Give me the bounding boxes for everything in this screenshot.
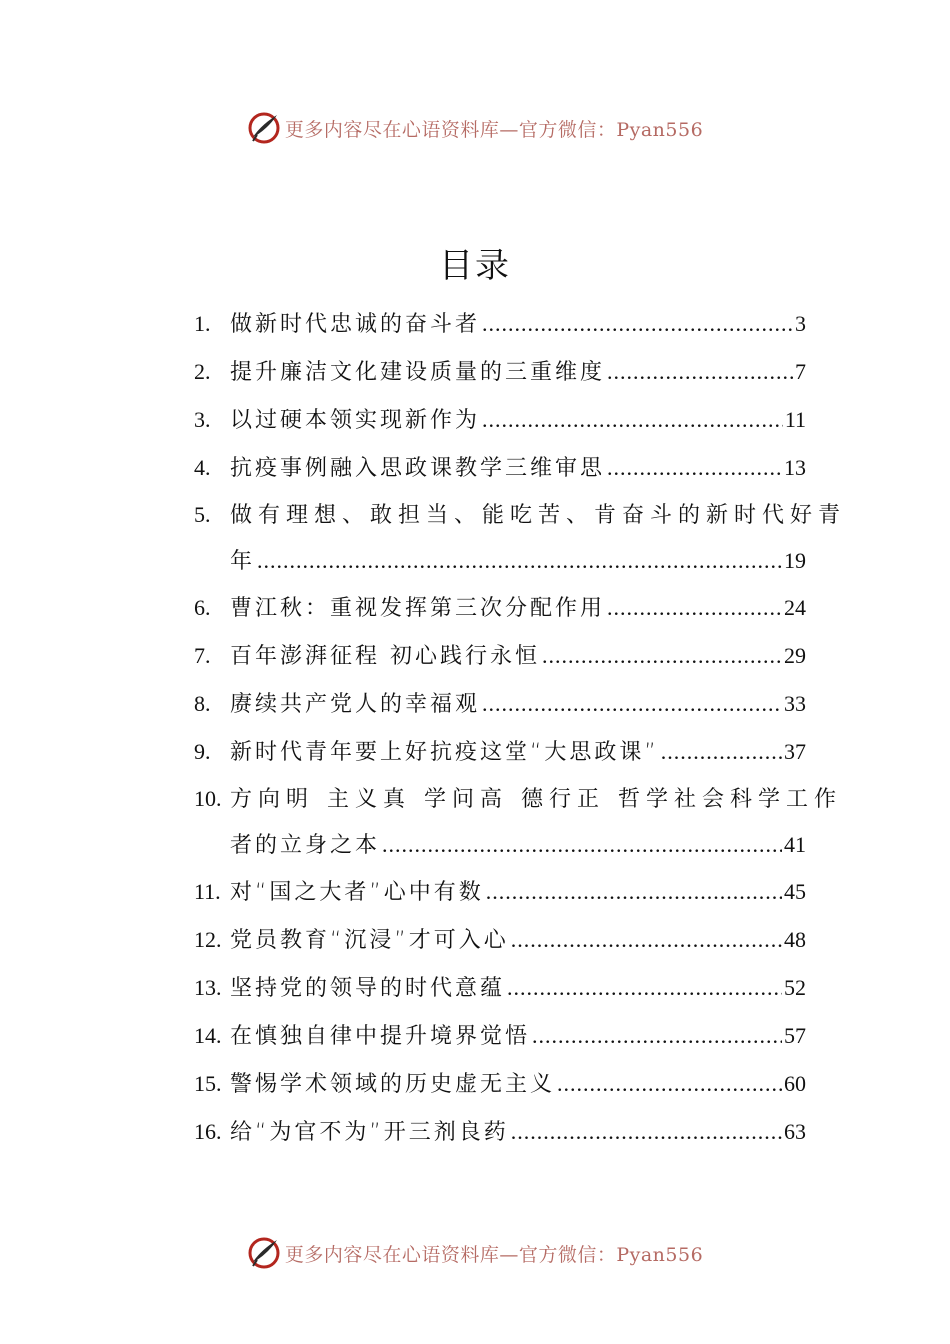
toc-entry[interactable] xyxy=(194,776,842,868)
toc-entry-title: 抗疫事例融入思政课教学三维审思 xyxy=(230,456,606,481)
toc-line xyxy=(194,964,806,1012)
toc-entry-title: 者的立身之本 xyxy=(230,833,381,858)
toc-entry-number: 5. xyxy=(194,502,211,527)
toc-line xyxy=(194,538,806,584)
toc-entry-number: 8. xyxy=(194,691,211,716)
toc-entry[interactable] xyxy=(194,680,806,728)
toc-line xyxy=(194,728,806,776)
quill-logo-icon xyxy=(247,1236,281,1270)
toc-entry-number: 16. xyxy=(194,1119,222,1144)
toc-entry-title: 做新时代忠诚的奋斗者 xyxy=(230,312,481,337)
toc-entry-number: 13. xyxy=(194,975,222,1000)
toc-leader-dots xyxy=(661,728,782,776)
toc-entry[interactable] xyxy=(194,916,806,964)
footer-watermark xyxy=(0,1233,950,1273)
toc-entry-number: 6. xyxy=(194,595,211,620)
toc-page-number: 33 xyxy=(784,691,806,716)
toc-leader-dots xyxy=(482,300,793,348)
toc-entry[interactable] xyxy=(194,868,806,916)
toc-leader-dots xyxy=(482,396,783,444)
toc-line xyxy=(194,916,806,964)
toc-entry-title: 给“为官不为”开三剂良药 xyxy=(230,1120,509,1145)
toc-leader-dots xyxy=(511,1108,782,1156)
toc-entry-title: 提升廉洁文化建设质量的三重维度 xyxy=(230,360,606,385)
toc-line xyxy=(194,632,806,680)
toc-line xyxy=(194,584,806,632)
toc-page-number: 29 xyxy=(784,643,806,668)
toc-page-number: 7 xyxy=(795,359,806,384)
toc-page-number: 24 xyxy=(784,595,806,620)
toc-leader-dots xyxy=(507,964,782,1012)
toc-line xyxy=(194,1108,806,1156)
quill-logo-icon xyxy=(247,111,281,145)
toc-line xyxy=(194,1060,806,1108)
toc-entry-number: 2. xyxy=(194,359,211,384)
toc-leader-dots xyxy=(257,538,782,584)
toc-line xyxy=(194,1012,806,1060)
toc-entry[interactable] xyxy=(194,1012,806,1060)
header-watermark-text: 更多内容尽在心语资料库—官方微信：Pyan556 xyxy=(284,118,704,141)
toc-entry[interactable] xyxy=(194,1108,806,1156)
toc-entry[interactable] xyxy=(194,964,806,1012)
toc-line xyxy=(194,396,806,444)
toc-entry-title: 在慎独自律中提升境界觉悟 xyxy=(230,1024,531,1049)
toc-entry-title: 对“国之大者”心中有数 xyxy=(230,880,484,905)
toc-page-number: 60 xyxy=(784,1071,806,1096)
toc-entry-title: 方向明 主义真 学问高 德行正 哲学社会科学工作 xyxy=(230,787,842,812)
toc-entry[interactable] xyxy=(194,492,847,584)
toc-entry-number: 14. xyxy=(194,1023,222,1048)
toc-entry-title: 年 xyxy=(230,549,256,574)
toc-entry-title: 赓续共产党人的幸福观 xyxy=(230,692,481,717)
toc-entry-title: 坚持党的领导的时代意蕴 xyxy=(230,976,506,1001)
toc-leader-dots xyxy=(607,584,782,632)
toc-entry[interactable] xyxy=(194,348,806,396)
toc-page-number: 45 xyxy=(784,879,806,904)
toc-entry-number: 3. xyxy=(194,407,211,432)
toc-entry-number: 10. xyxy=(194,786,222,811)
toc-entry-title: 党员教育“沉浸”才可入心 xyxy=(230,928,509,953)
toc-entry[interactable] xyxy=(194,728,806,776)
toc-entry[interactable] xyxy=(194,396,806,444)
toc-line xyxy=(194,822,806,868)
toc-entry-title: 做有理想、敢担当、能吃苦、肯奋斗的新时代好青 xyxy=(230,503,847,528)
toc-leader-dots xyxy=(382,822,782,868)
toc-entry-number: 4. xyxy=(194,455,211,480)
toc-entry-number: 1. xyxy=(194,311,211,336)
toc-line xyxy=(194,444,806,492)
toc-leader-dots xyxy=(557,1060,782,1108)
toc-entry-number: 12. xyxy=(194,927,222,952)
toc-page-number: 13 xyxy=(784,455,806,480)
toc-page-number: 48 xyxy=(784,927,806,952)
toc-entry-title: 警惕学术领域的历史虚无主义 xyxy=(230,1072,556,1097)
toc-leader-dots xyxy=(486,868,782,916)
toc-entry-title: 新时代青年要上好抗疫这堂“大思政课” xyxy=(230,740,659,765)
page-title: 目录 xyxy=(439,246,511,286)
toc-leader-dots xyxy=(542,632,782,680)
toc-page-number: 19 xyxy=(784,548,806,573)
toc-line xyxy=(194,348,806,396)
toc-entry-number: 9. xyxy=(194,739,211,764)
toc-entry[interactable] xyxy=(194,300,806,348)
toc-page-number: 57 xyxy=(784,1023,806,1048)
toc-line xyxy=(194,776,842,822)
toc-line xyxy=(194,680,806,728)
toc-leader-dots xyxy=(607,348,793,396)
toc-page-number: 41 xyxy=(784,832,806,857)
toc-entry[interactable] xyxy=(194,444,806,492)
toc-page-number: 11 xyxy=(784,407,806,432)
footer-watermark-text: 更多内容尽在心语资料库—官方微信：Pyan556 xyxy=(284,1243,704,1266)
toc-entry-number: 11. xyxy=(194,879,221,904)
toc-entry-title: 百年澎湃征程 初心践行永恒 xyxy=(230,644,540,669)
toc-line xyxy=(194,868,806,916)
toc-leader-dots xyxy=(482,680,782,728)
toc-entry-title: 曹江秋：重视发挥第三次分配作用 xyxy=(230,596,606,621)
toc-entry[interactable] xyxy=(194,1060,806,1108)
toc-page-number: 37 xyxy=(784,739,806,764)
toc-entry-number: 15. xyxy=(194,1071,222,1096)
toc-line xyxy=(194,492,847,538)
toc-page-number: 63 xyxy=(784,1119,806,1144)
toc-entry[interactable] xyxy=(194,584,806,632)
toc-leader-dots xyxy=(532,1012,782,1060)
toc-entry-number: 7. xyxy=(194,643,211,668)
toc-page-number: 52 xyxy=(784,975,806,1000)
toc-entry-title: 以过硬本领实现新作为 xyxy=(230,408,481,433)
table-of-contents xyxy=(194,300,847,1156)
toc-line xyxy=(194,300,806,348)
header-watermark xyxy=(0,108,950,148)
toc-leader-dots xyxy=(511,916,782,964)
toc-page-number: 3 xyxy=(795,311,806,336)
toc-leader-dots xyxy=(607,444,782,492)
toc-entry[interactable] xyxy=(194,632,806,680)
